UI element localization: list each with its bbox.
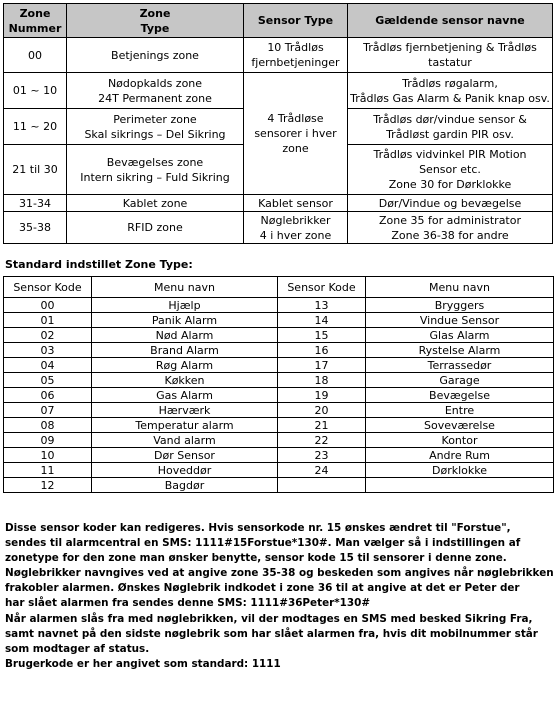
table-row [4, 418, 554, 433]
sensor-code: 23 [278, 448, 366, 463]
table-row [4, 463, 554, 478]
menu-name [366, 478, 554, 493]
sensor-code: 11 [4, 463, 92, 478]
menu-name: Køkken [92, 373, 278, 388]
menu-name: Glas Alarm [366, 328, 554, 343]
header-menu-name: Menu navn [92, 277, 278, 298]
sensor-code: 06 [4, 388, 92, 403]
sensor-type: 10 Trådløs fjernbetjeninger [244, 38, 348, 73]
menu-name: Andre Rum [366, 448, 554, 463]
sensor-names: Trådløs dør/vindue sensor & Trådløst gardin PIR osv. [348, 109, 553, 145]
menu-name: Dør Sensor [92, 448, 278, 463]
notes [5, 521, 555, 672]
zone-type: Bevægelses zone Intern sikring – Fuld Sikring [67, 145, 244, 195]
sensor-code: 04 [4, 358, 92, 373]
header-menu-name: Menu navn [366, 277, 554, 298]
menu-name: Brand Alarm [92, 343, 278, 358]
menu-name: Hærværk [92, 403, 278, 418]
menu-name: Soveværelse [366, 418, 554, 433]
table-row [4, 343, 554, 358]
menu-name: Terrassedør [366, 358, 554, 373]
menu-name: Entre [366, 403, 554, 418]
zone-number: 01 ~ 10 [4, 73, 67, 109]
menu-name: Kontor [366, 433, 554, 448]
menu-name: Nød Alarm [92, 328, 278, 343]
zone-type: Betjenings zone [67, 38, 244, 73]
table-row [4, 328, 554, 343]
zone-number: 31-34 [4, 195, 67, 212]
sensor-code: 00 [4, 298, 92, 313]
zone-type: Perimeter zone Skal sikrings – Del Sikring [67, 109, 244, 145]
menu-name: Vindue Sensor [366, 313, 554, 328]
table-row [4, 212, 553, 244]
table-row [4, 388, 554, 403]
menu-name: Bagdør [92, 478, 278, 493]
table-row [4, 373, 554, 388]
table-row [4, 298, 554, 313]
sensor-names: Zone 35 for administrator Zone 36-38 for andre [348, 212, 553, 244]
sensor-code: 02 [4, 328, 92, 343]
zone-type: Nødopkalds zone 24T Permanent zone [67, 73, 244, 109]
table-row [4, 38, 553, 73]
menu-name: Dørklokke [366, 463, 554, 478]
sensor-code: 14 [278, 313, 366, 328]
sensor-names: Trådløs fjernbetjening & Trådløs tastatur [348, 38, 553, 73]
sensor-type: Nøglebrikker 4 i hver zone [244, 212, 348, 244]
header-sensor-code: Sensor Kode [278, 277, 366, 298]
sensor-code: 22 [278, 433, 366, 448]
sensor-code: 10 [4, 448, 92, 463]
sensor-code: 15 [278, 328, 366, 343]
menu-name: Rystelse Alarm [366, 343, 554, 358]
table-row [4, 433, 554, 448]
menu-name: Bryggers [366, 298, 554, 313]
table-row [4, 358, 554, 373]
note-paragraph: Når alarmen slås fra med nøglebrikken, vil der modtages en SMS med besked Sikring Fra, samt navnet på den sidste nøglebrik som har slået alarmen fra, hvis dit mobilnummer står som modtager af status. [5, 612, 538, 655]
table-row [4, 448, 554, 463]
sensor-code: 01 [4, 313, 92, 328]
zone-number: 21 til 30 [4, 145, 67, 195]
menu-name: Røg Alarm [92, 358, 278, 373]
zone-type: Kablet zone [67, 195, 244, 212]
zone-number: 35-38 [4, 212, 67, 244]
note-paragraph: Disse sensor koder kan redigeres. Hvis sensorkode nr. 15 ønskes ændret til "Forstue", sendes til alarmcentral en SMS: 1111#15Forstue*130#. Man vælger så i indstillingen af zonetype for den zone man ønsker benytte, sensor kode 15 til sensorer i denne zone. [5, 522, 521, 565]
note-paragraph: Nøglebrikker navngives ved at angive zone 35-38 og beskeden som angives når nøglebrikken frakobler alarmen. Ønskes Nøglebrik indkodet i zone 36 til at angive at det er Peter der har slået alarmen fra sendes denne SMS: 1111#36Peter*130# [5, 567, 554, 610]
note-paragraph: Brugerkode er her angivet som standard: 1111 [5, 657, 281, 670]
header-zone-number: Zone Nummer [4, 4, 67, 38]
zone-number: 11 ~ 20 [4, 109, 67, 145]
sensor-code: 20 [278, 403, 366, 418]
sensor-type-merged: 4 Trådløse sensorer i hver zone [244, 73, 348, 195]
table-row [4, 195, 553, 212]
table-row [4, 313, 554, 328]
sensor-type: Kablet sensor [244, 195, 348, 212]
sensor-code: 16 [278, 343, 366, 358]
zone-number: 00 [4, 38, 67, 73]
sensor-code: 05 [4, 373, 92, 388]
menu-name: Garage [366, 373, 554, 388]
sensor-code [278, 478, 366, 493]
table-row [4, 73, 553, 109]
sensor-code: 24 [278, 463, 366, 478]
sensor-code: 08 [4, 418, 92, 433]
header-sensor-code: Sensor Kode [4, 277, 92, 298]
sensor-code: 03 [4, 343, 92, 358]
menu-name: Hoveddør [92, 463, 278, 478]
sensor-code: 19 [278, 388, 366, 403]
zone-type: RFID zone [67, 212, 244, 244]
sensor-code: 07 [4, 403, 92, 418]
header-sensor-type: Sensor Type [244, 4, 348, 38]
zone-table [3, 3, 553, 244]
menu-name: Bevægelse [366, 388, 554, 403]
sensor-names: Trådløs vidvinkel PIR Motion Sensor etc. Zone 30 for Dørklokke [348, 145, 553, 195]
table-row [4, 478, 554, 493]
sensor-code: 12 [4, 478, 92, 493]
standard-zone-type-heading: Standard indstillet Zone Type: [5, 258, 193, 271]
sensor-names: Trådløs røgalarm, Trådløs Gas Alarm & Panik knap osv. [348, 73, 553, 109]
sensor-code: 18 [278, 373, 366, 388]
sensor-code: 17 [278, 358, 366, 373]
menu-name: Gas Alarm [92, 388, 278, 403]
sensor-code-table [3, 276, 554, 493]
menu-name: Temperatur alarm [92, 418, 278, 433]
sensor-code: 13 [278, 298, 366, 313]
menu-name: Hjælp [92, 298, 278, 313]
sensor-names: Dør/Vindue og bevægelse [348, 195, 553, 212]
header-zone-type: Zone Type [67, 4, 244, 38]
header-sensor-names: Gældende sensor navne [348, 4, 553, 38]
table-row [4, 403, 554, 418]
sensor-code: 21 [278, 418, 366, 433]
menu-name: Vand alarm [92, 433, 278, 448]
sensor-code: 09 [4, 433, 92, 448]
menu-name: Panik Alarm [92, 313, 278, 328]
